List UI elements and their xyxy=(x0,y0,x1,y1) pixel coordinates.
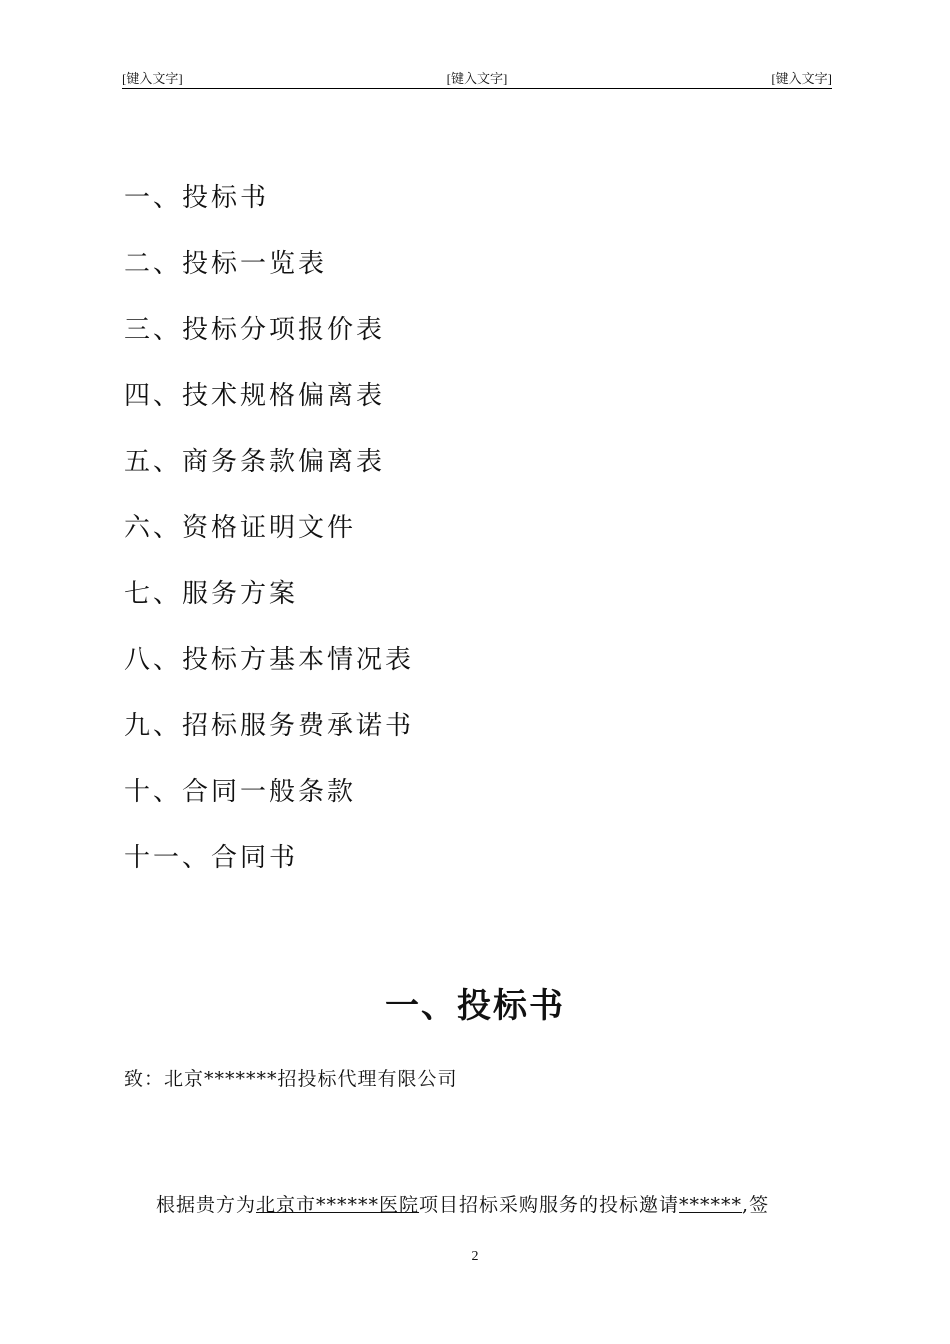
hospital-name-underlined: 北京市******医院 xyxy=(256,1194,420,1216)
header-right-text: [键入文字] xyxy=(771,71,832,86)
toc-item-1: 一、投标书 xyxy=(124,183,270,213)
addressee-line: 致：北京*******招投标代理有限公司 xyxy=(124,1068,458,1090)
section-title: 一、投标书 xyxy=(385,986,565,1026)
toc-item-7: 七、服务方案 xyxy=(124,579,299,609)
page-header xyxy=(122,66,832,89)
paragraph-text-3: ,签 xyxy=(742,1194,770,1216)
toc-item-11: 十一、合同书 xyxy=(124,843,299,873)
toc-item-10: 十、合同一般条款 xyxy=(124,777,357,807)
toc-item-2: 二、投标一览表 xyxy=(124,249,328,279)
paragraph-text-2: 项目招标采购服务的投标邀请 xyxy=(419,1194,680,1216)
page-number: 2 xyxy=(471,1249,479,1264)
invitation-number-underlined: ****** xyxy=(679,1194,743,1216)
body-paragraph xyxy=(156,1190,832,1217)
toc-item-9: 九、招标服务费承诺书 xyxy=(124,711,415,741)
toc-item-6: 六、资格证明文件 xyxy=(124,513,357,543)
table-of-contents xyxy=(124,178,414,904)
header-center-text: [键入文字] xyxy=(446,71,508,86)
header-left-text: [键入文字] xyxy=(122,71,183,86)
toc-item-5: 五、商务条款偏离表 xyxy=(124,447,386,477)
toc-item-3: 三、投标分项报价表 xyxy=(124,315,386,345)
toc-item-4: 四、技术规格偏离表 xyxy=(124,381,386,411)
paragraph-text-1: 根据贵方为 xyxy=(156,1194,257,1216)
toc-item-8: 八、投标方基本情况表 xyxy=(124,645,415,675)
